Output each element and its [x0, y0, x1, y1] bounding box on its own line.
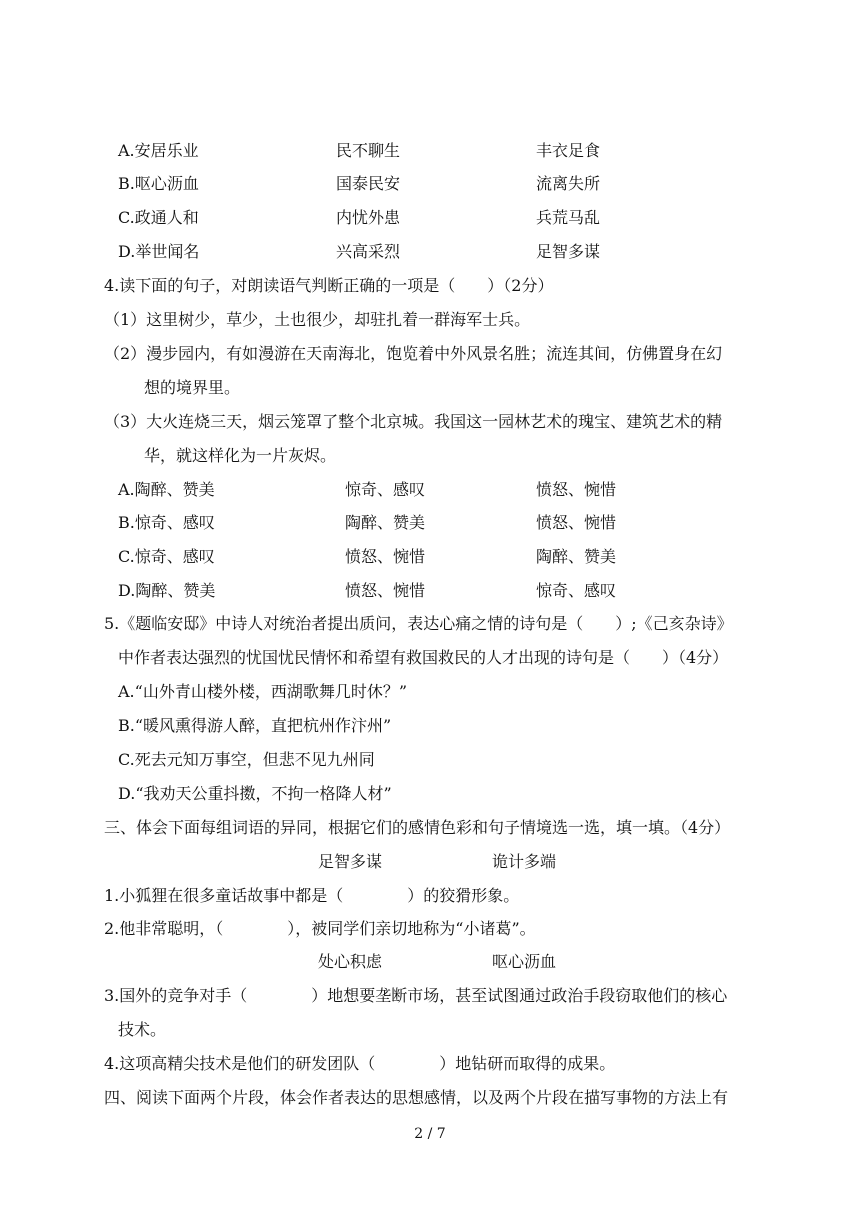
q4-sentence-2-line-2: 想的境界里。: [144, 378, 241, 397]
q3-option-b-1: B.呕心沥血: [118, 174, 199, 193]
q3-option-c-2: 内忧外患: [336, 208, 401, 227]
q5-stem-line-1: 5.《题临安邸》中诗人对统治者提出质问，表达心痛之情的诗句是（ ）;《己亥杂诗》: [104, 614, 733, 633]
q3-option-b-2: 国泰民安: [336, 174, 401, 193]
q3-option-a-1: A.安居乐业: [118, 141, 199, 160]
section-3-item-1: 1.小狐狸在很多童话故事中都是（ ）的狡猾形象。: [104, 886, 520, 905]
section-3-title: 三、体会下面每组词语的异同，根据它们的感情色彩和句子情境选一选，填一填。（4分）: [104, 818, 731, 837]
q5-option-a: A.“山外青山楼外楼，西湖歌舞几时休？”: [118, 682, 408, 701]
section-3-item-3-line-1: 3.国外的竞争对手（ ）地想要垄断市场，甚至试图通过政治手段窃取他们的核心: [104, 986, 728, 1005]
q4-option-c-3: 陶醉、赞美: [536, 547, 617, 566]
q4-option-d-1: D.陶醉、赞美: [118, 581, 216, 600]
section-3-pair-1-right: 诡计多端: [492, 852, 557, 871]
q3-option-a-3: 丰衣足食: [536, 141, 601, 160]
section-3-pair-2-left: 处心积虑: [318, 952, 383, 971]
q3-option-d-2: 兴高采烈: [336, 242, 401, 261]
section-3-item-2: 2.他非常聪明，（ ），被同学们亲切地称为“小诸葛”。: [104, 919, 536, 938]
q5-option-c: C.死去元知万事空，但悲不见九州同: [118, 750, 375, 769]
q3-option-a-2: 民不聊生: [336, 141, 401, 160]
q4-option-b-3: 愤怒、惋惜: [536, 513, 617, 532]
q5-option-b: B.“暖风熏得游人醉，直把杭州作汴州”: [118, 716, 392, 735]
q4-option-a-1: A.陶醉、赞美: [118, 480, 215, 499]
q4-option-a-3: 愤怒、惋惜: [536, 480, 617, 499]
q4-sentence-2-line-1: （2）漫步园内，有如漫游在天南海北，饱览着中外风景名胜；流连其间，仿佛置身在幻: [104, 344, 723, 363]
section-3-pair-1-left: 足智多谋: [318, 852, 383, 871]
q4-option-d-3: 惊奇、感叹: [536, 581, 617, 600]
section-3-item-4: 4.这项高精尖技术是他们的研发团队（ ）地钻研而取得的成果。: [104, 1054, 616, 1073]
q3-option-d-1: D.举世闻名: [118, 242, 200, 261]
q4-option-b-2: 陶醉、赞美: [345, 513, 426, 532]
q3-option-b-3: 流离失所: [536, 174, 601, 193]
q3-option-c-1: C.政通人和: [118, 208, 199, 227]
page-number: 2 / 7: [414, 1126, 446, 1142]
q3-option-c-3: 兵荒马乱: [536, 208, 601, 227]
q4-option-b-1: B.惊奇、感叹: [118, 513, 215, 532]
q4-sentence-3-line-2: 华，就这样化为一片灰烬。: [144, 446, 337, 465]
q4-option-c-1: C.惊奇、感叹: [118, 547, 215, 566]
section-3-pair-2-right: 呕心沥血: [492, 952, 557, 971]
q4-option-a-2: 惊奇、感叹: [345, 480, 426, 499]
section-3-item-3-line-2: 技术。: [118, 1020, 167, 1039]
q4-option-c-2: 愤怒、惋惜: [345, 547, 426, 566]
q3-option-d-3: 足智多谋: [536, 242, 601, 261]
q4-sentence-1: （1）这里树少，草少，土也很少，却驻扎着一群海军士兵。: [104, 310, 531, 329]
q5-option-d: D.“我劝天公重抖擞，不拘一格降人材”: [118, 784, 392, 803]
q4-stem: 4.读下面的句子，对朗读语气判断正确的一项是（ ）（2分）: [104, 276, 554, 295]
q4-option-d-2: 愤怒、惋惜: [345, 581, 426, 600]
section-4-title: 四、阅读下面两个片段，体会作者表达的思想感情，以及两个片段在描写事物的方法上有: [104, 1088, 729, 1107]
q4-sentence-3-line-1: （3）大火连烧三天，烟云笼罩了整个北京城。我国这一园林艺术的瑰宝、建筑艺术的精: [104, 412, 723, 431]
q5-stem-line-2: 中作者表达强烈的忧国忧民情怀和希望有救国救民的人才出现的诗句是（ ）（4分）: [118, 648, 729, 667]
